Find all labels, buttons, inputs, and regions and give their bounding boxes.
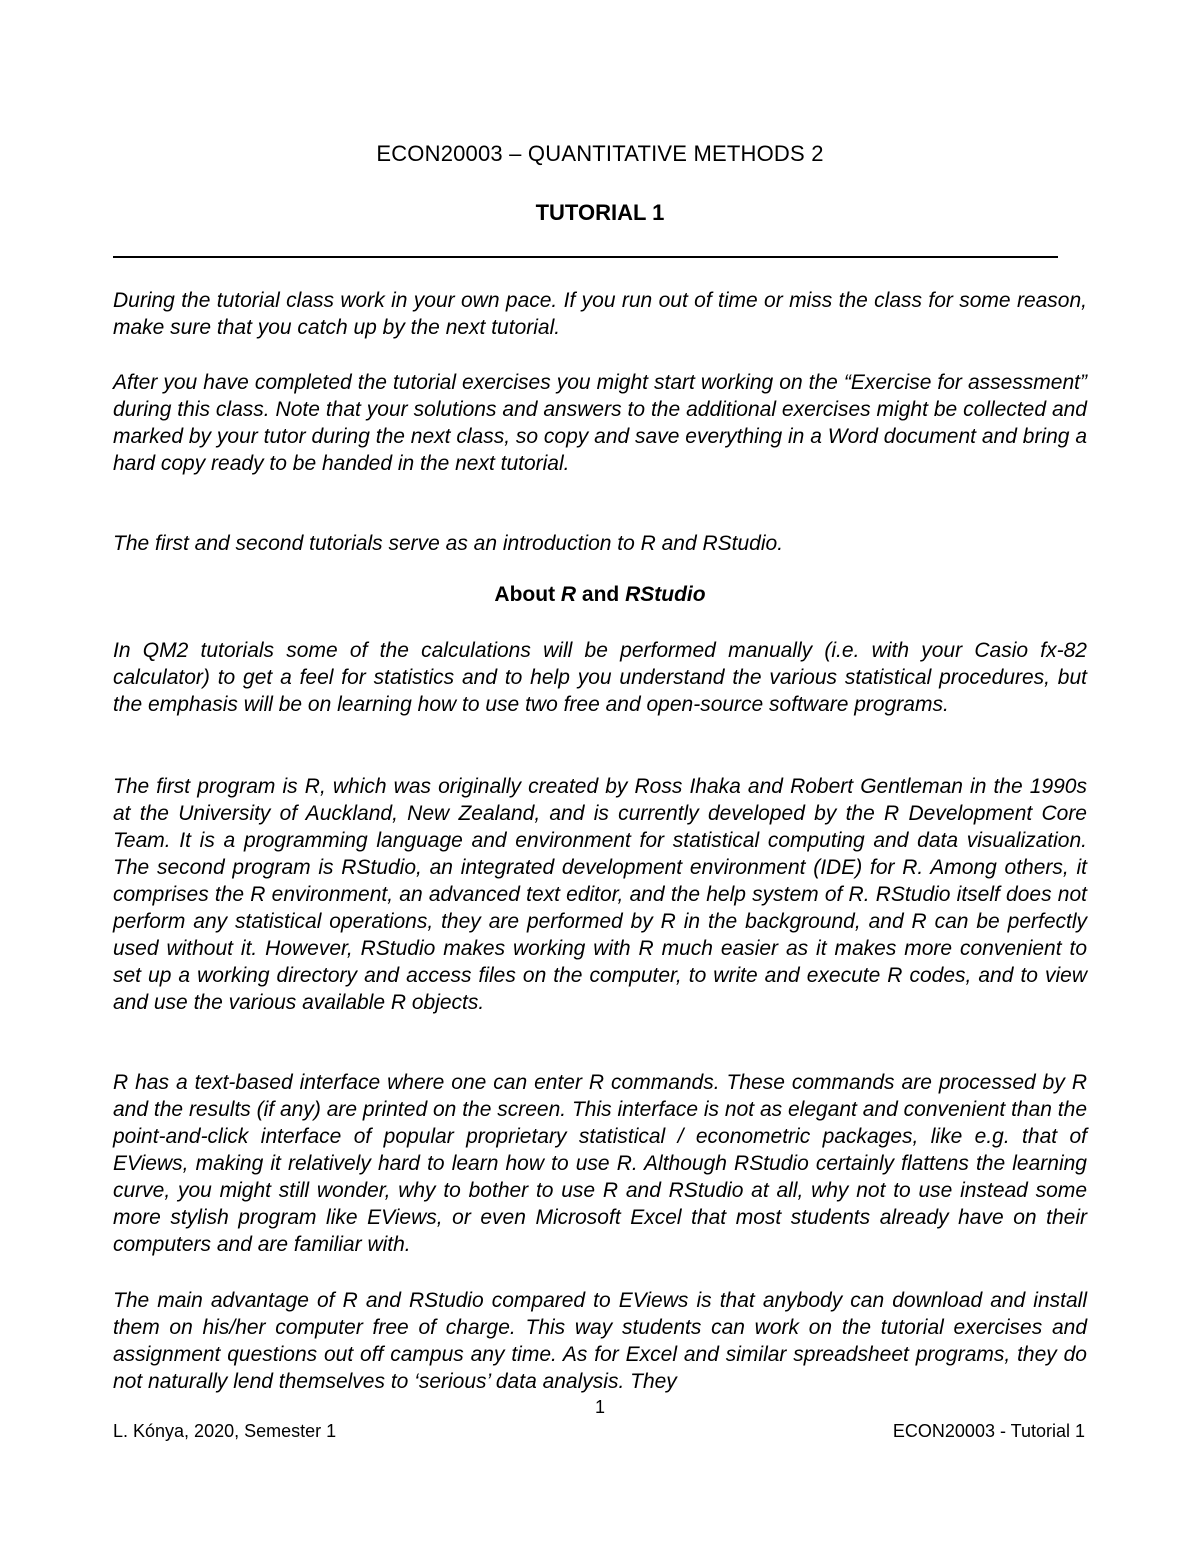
intro-paragraph-overview: The first and second tutorials serve as an introduction to R and RStudio. xyxy=(113,532,784,555)
intro-paragraph-assessment: After you have completed the tutorial exercises you might start working on the “Exercise for assessment” during this class. Note that your solutions and answers to the additional exercises might be collected and marked by your tutor during the next class, so copy and save everything in a Word document and bring a hard copy ready to be handed in the next tutorial. xyxy=(113,371,1087,475)
heading-text-about: About xyxy=(494,583,561,606)
heading-text-rstudio: RStudio xyxy=(625,583,706,606)
footer-author: L. Kónya, 2020, Semester 1 xyxy=(113,1421,337,1441)
intro-paragraph-pace: During the tutorial class work in your own pace. If you run out of time or miss the class for some reason, make sure that you catch up by the next tutorial. xyxy=(113,289,1087,339)
paragraph-main-advantage: The main advantage of R and RStudio compared to EViews is that anybody can download and install them on his/her computer free of charge. This way students can work on the tutorial exercises and assignment questions out off campus any time. As for Excel and similar spreadsheet programs, they do not naturally lend themselves to ‘serious’ data analysis. They xyxy=(113,1289,1087,1393)
tutorial-title: TUTORIAL 1 xyxy=(535,200,665,225)
page-number: 1 xyxy=(594,1397,605,1417)
paragraph-calculations: In QM2 tutorials some of the calculations will be performed manually (i.e. with your Casio fx-82 calculator) to get a feel for statistics and to help you understand the various statistical procedures, but the emphasis will be on learning how to use two free and open-source software programs. xyxy=(113,639,1087,716)
paragraph-first-program: The first program is R, which was originally created by Ross Ihaka and Robert Gentleman in the 1990s at the University of Auckland, New Zealand, and is currently developed by the R Development Core Team. It is a programming language and environment for statistical computing and data visualization. The second program is RStudio, an integrated development environment (IDE) for R. Among others, it comprises the R environment, an advanced text editor, and the help system of R. RStudio itself does not perform any statistical operations, they are performed by R in the background, and R can be perfectly used without it. However, RStudio makes working with R much easier as it makes more convenient to set up a working directory and access files on the computer, to write and execute R codes, and to view and use the various available R objects. xyxy=(113,775,1087,1014)
footer-course: ECON20003 - Tutorial 1 xyxy=(892,1421,1085,1441)
horizontal-rule xyxy=(113,256,1058,258)
course-title: ECON20003 – QUANTITATIVE METHODS 2 xyxy=(376,141,824,166)
paragraph-text-interface: R has a text-based interface where one can enter R commands. These commands are processed by R and the results (if any) are printed on the screen. This interface is not as elegant and convenient than the point-and-click interface of popular proprietary statistical / econometric packages, like e.g. that of EViews, making it relatively hard to learn how to use R. Although RStudio certainly flattens the learning curve, you might still wonder, why to bother to use R and RStudio at all, why not to use instead some more stylish program like EViews, or even Microsoft Excel that most students already have on their computers and are familiar with. xyxy=(113,1071,1087,1256)
section-heading-about xyxy=(0,583,1200,607)
heading-text-and: and xyxy=(576,583,626,606)
heading-text-r: R xyxy=(560,583,577,606)
